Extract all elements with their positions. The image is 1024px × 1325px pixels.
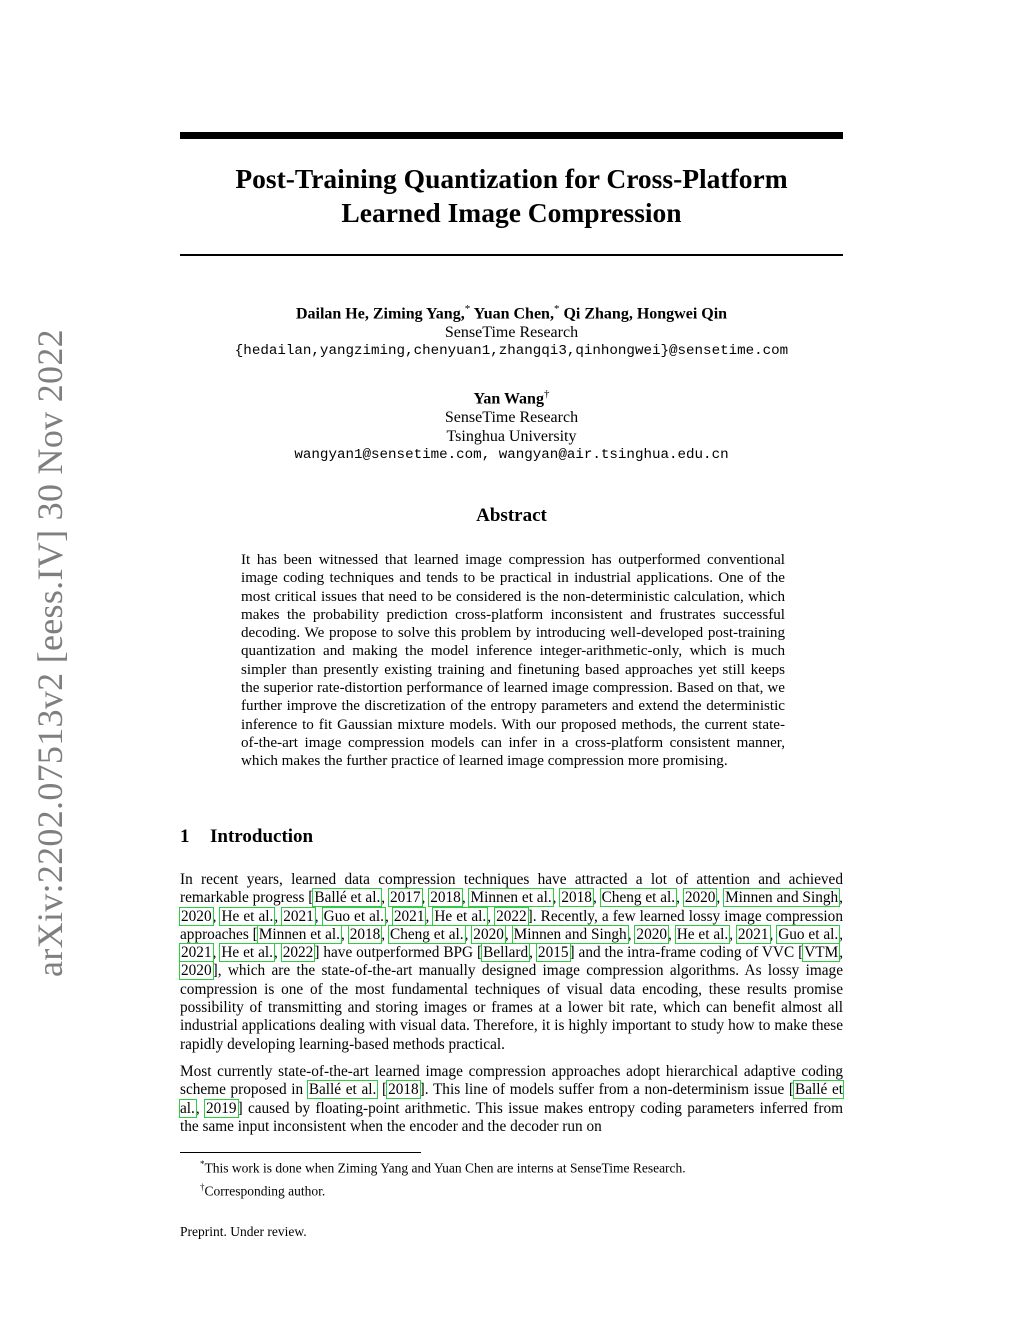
footnote-mark: † [543, 388, 550, 400]
paragraph-text: ]. Recently, a few learned lossy image compression approaches [ [180, 907, 843, 943]
citation-link[interactable]: 2020 [684, 889, 716, 907]
paragraph-text: , [381, 889, 389, 907]
paragraph-text: , [212, 944, 221, 962]
paragraph-text: , [273, 944, 282, 962]
author-affiliation: Tsinghua University [446, 428, 577, 446]
citation-link[interactable]: 2019 [205, 1099, 237, 1117]
citation-link[interactable]: 2021 [737, 925, 769, 943]
citation-link[interactable]: He et al. [221, 907, 274, 925]
footnote-mark: * [553, 303, 560, 315]
citation-link[interactable]: 2018 [349, 925, 381, 943]
author-names [180, 300, 843, 323]
paragraph-text: In recent years, learned data compression techniques have attracted a lot of attention and achieved remarkable progress [ [180, 871, 843, 907]
paragraph-text: , [592, 889, 601, 907]
section-title: Introduction [210, 826, 314, 847]
paragraph-text: , [729, 925, 737, 943]
paragraph-text: , [839, 889, 843, 907]
paragraph-text: , [504, 925, 513, 943]
paragraph-text: , [668, 925, 676, 943]
footnote-1 [200, 1155, 686, 1178]
author-names-part: Yuan Chen, [470, 305, 554, 323]
citation-link[interactable]: Ballé et al. [314, 889, 381, 907]
author-block-2 [180, 385, 843, 465]
author-names-part: Qi Zhang, Hongwei Qin [559, 305, 728, 323]
footnote-mark: * [200, 1159, 205, 1169]
citation-link[interactable]: Cheng et al. [601, 889, 676, 907]
citation-link[interactable]: He et al. [434, 907, 487, 925]
title-line: Post-Training Quantization for Cross-Platform [235, 163, 788, 194]
paragraph-text: , [552, 889, 561, 907]
paragraph-text: , [464, 925, 473, 943]
citation-link[interactable]: 2020 [636, 925, 668, 943]
citation-link[interactable]: Guo et al. [323, 907, 384, 925]
paragraph-text: , [769, 925, 778, 943]
intro-paragraph-1 [180, 871, 843, 1054]
citation-link[interactable]: 2018 [388, 1081, 419, 1099]
citation-link[interactable]: 2018 [561, 889, 592, 907]
paragraph-text: , [381, 925, 389, 943]
footnote-mark: * [464, 303, 471, 315]
title-top-rule [180, 132, 843, 139]
paragraph-text: , [839, 944, 844, 962]
citation-link[interactable]: 2020 [473, 925, 504, 943]
citation-link[interactable]: Minnen and Singh [725, 889, 839, 907]
author-name-text: Yan Wang [473, 390, 544, 408]
footnotes [200, 1155, 686, 1200]
citation-link[interactable]: 2020 [181, 962, 212, 980]
paragraph-text: , [195, 1099, 205, 1117]
abstract-heading: Abstract [476, 505, 547, 526]
citation-link[interactable]: 2021 [283, 907, 314, 925]
paragraph-text: , [425, 907, 434, 925]
title-line: Learned Image Compression [341, 197, 682, 228]
citation-link[interactable]: He et al. [676, 925, 729, 943]
citation-link[interactable]: 2022 [282, 944, 314, 962]
author-block-1 [180, 300, 843, 361]
paragraph-text: , [627, 925, 636, 943]
paragraph-text: , [461, 889, 470, 907]
footnote-mark: † [200, 1181, 205, 1192]
citation-link[interactable]: Ballé et al. [180, 1081, 843, 1117]
citation-link[interactable]: 2021 [393, 907, 425, 925]
citation-link[interactable]: 2018 [430, 889, 461, 907]
paragraph-text: ] caused by floating-point arithmetic. This issue makes entropy coding parameters inferred from the same input inconsistent when the encoder and the decoder run on [180, 1099, 843, 1135]
citation-link[interactable]: Ballé et al. [308, 1081, 377, 1099]
paragraph-text: [ [377, 1081, 388, 1099]
author-emails: {hedailan,yangziming,chenyuan1,zhangqi3,qinhongwei}@sensetime.com [234, 343, 789, 360]
section-heading-introduction [180, 826, 313, 848]
preprint-note: Preprint. Under review. [180, 1224, 307, 1239]
citation-link[interactable]: Minnen and Singh [513, 925, 627, 943]
citation-link[interactable]: Minnen et al. [258, 925, 340, 943]
paragraph-text: , [676, 889, 684, 907]
citation-link[interactable]: 2015 [537, 944, 569, 962]
citation-link[interactable]: He et al. [221, 944, 273, 962]
citation-link[interactable]: Guo et al. [778, 925, 839, 943]
citation-link[interactable]: Cheng et al. [390, 925, 464, 943]
paragraph-text: , [212, 907, 221, 925]
paragraph-text: ]. This line of models suffer from a non-determinism issue [ [419, 1081, 795, 1099]
author-affiliation: SenseTime Research [444, 409, 579, 427]
paragraph-text: ] have outperformed BPG [ [314, 944, 483, 962]
citation-link[interactable]: 2022 [496, 907, 527, 925]
citation-link[interactable]: 2021 [181, 944, 212, 962]
paragraph-text: , [421, 889, 430, 907]
paragraph-text: Most currently state-of-the-art learned image compression approaches adopt hierarchical adaptive coding scheme proposed in [180, 1063, 843, 1099]
footnote-text: Corresponding author. [204, 1183, 326, 1198]
paragraph-text: , [529, 944, 537, 962]
citation-link[interactable]: 2017 [389, 889, 421, 907]
author-affiliation: SenseTime Research [444, 324, 579, 342]
paragraph-text: ], which are the state-of-the-art manually designed image compression algorithms. As lossy image compression is one of the most fundamental techniques of visual data encoding, these results promise possibility of transmitting and storing images or frames at a lower bit rate, which can benefit almost all industrial applications dealing with visual data. Therefore, it is highly important to study how to make these rapidly developing learning-based methods practical. [180, 962, 843, 1053]
citation-link[interactable]: VTM [804, 944, 839, 962]
section-number: 1 [180, 826, 190, 847]
footnote-2 [200, 1178, 686, 1201]
arxiv-identifier: arXiv:2202.07513v2 [eess.IV] 30 Nov 2022 [30, 329, 70, 977]
citation-link[interactable]: 2020 [181, 907, 212, 925]
citation-link[interactable]: Bellard [483, 944, 529, 962]
title-bottom-rule [180, 254, 843, 256]
paragraph-text: , [314, 907, 323, 925]
paragraph-text: , [487, 907, 496, 925]
paragraph-text: , [341, 925, 349, 943]
footnote-text: This work is done when Ziming Yang and Yuan Chen are interns at SenseTime Research. [204, 1160, 686, 1176]
author-emails: wangyan1@sensetime.com, wangyan@air.tsinghua.edu.cn [294, 447, 729, 464]
paragraph-text: ] and the intra-frame coding of VVC [ [569, 944, 804, 962]
citation-link[interactable]: Minnen et al. [470, 889, 552, 907]
paper-title [180, 162, 843, 230]
paragraph-text: , [274, 907, 283, 925]
paragraph-text: , [716, 889, 725, 907]
author-name [180, 385, 843, 408]
paragraph-text: , [839, 925, 844, 943]
footnote-rule [180, 1152, 421, 1153]
abstract-text: It has been witnessed that learned image compression has outperformed conventional image coding techniques and tends to be practical in industrial applications. One of the most critical issues that need to be considered is the non-deterministic calculation, which makes the probability prediction cross-platform inconsistent and frustrates successful decoding. We propose to solve this problem by introducing well-developed post-training quantization and making the model inference integer-arithmetic-only, which is much simpler than presently existing training and finetuning based approaches yet still keeps the superior rate-distortion performance of learned image compression. Based on that, we further improve the discretization of the entropy parameters and extend the deterministic inference to fit Gaussian mixture models. With our proposed methods, the current state-of-the-art image compression models can infer in a cross-platform consistent manner, which makes the further practice of learned image compression more promising. [241, 552, 785, 770]
author-names-part: Dailan He, Ziming Yang, [295, 305, 465, 323]
paragraph-text: , [385, 907, 393, 925]
intro-paragraph-2 [180, 1063, 843, 1136]
